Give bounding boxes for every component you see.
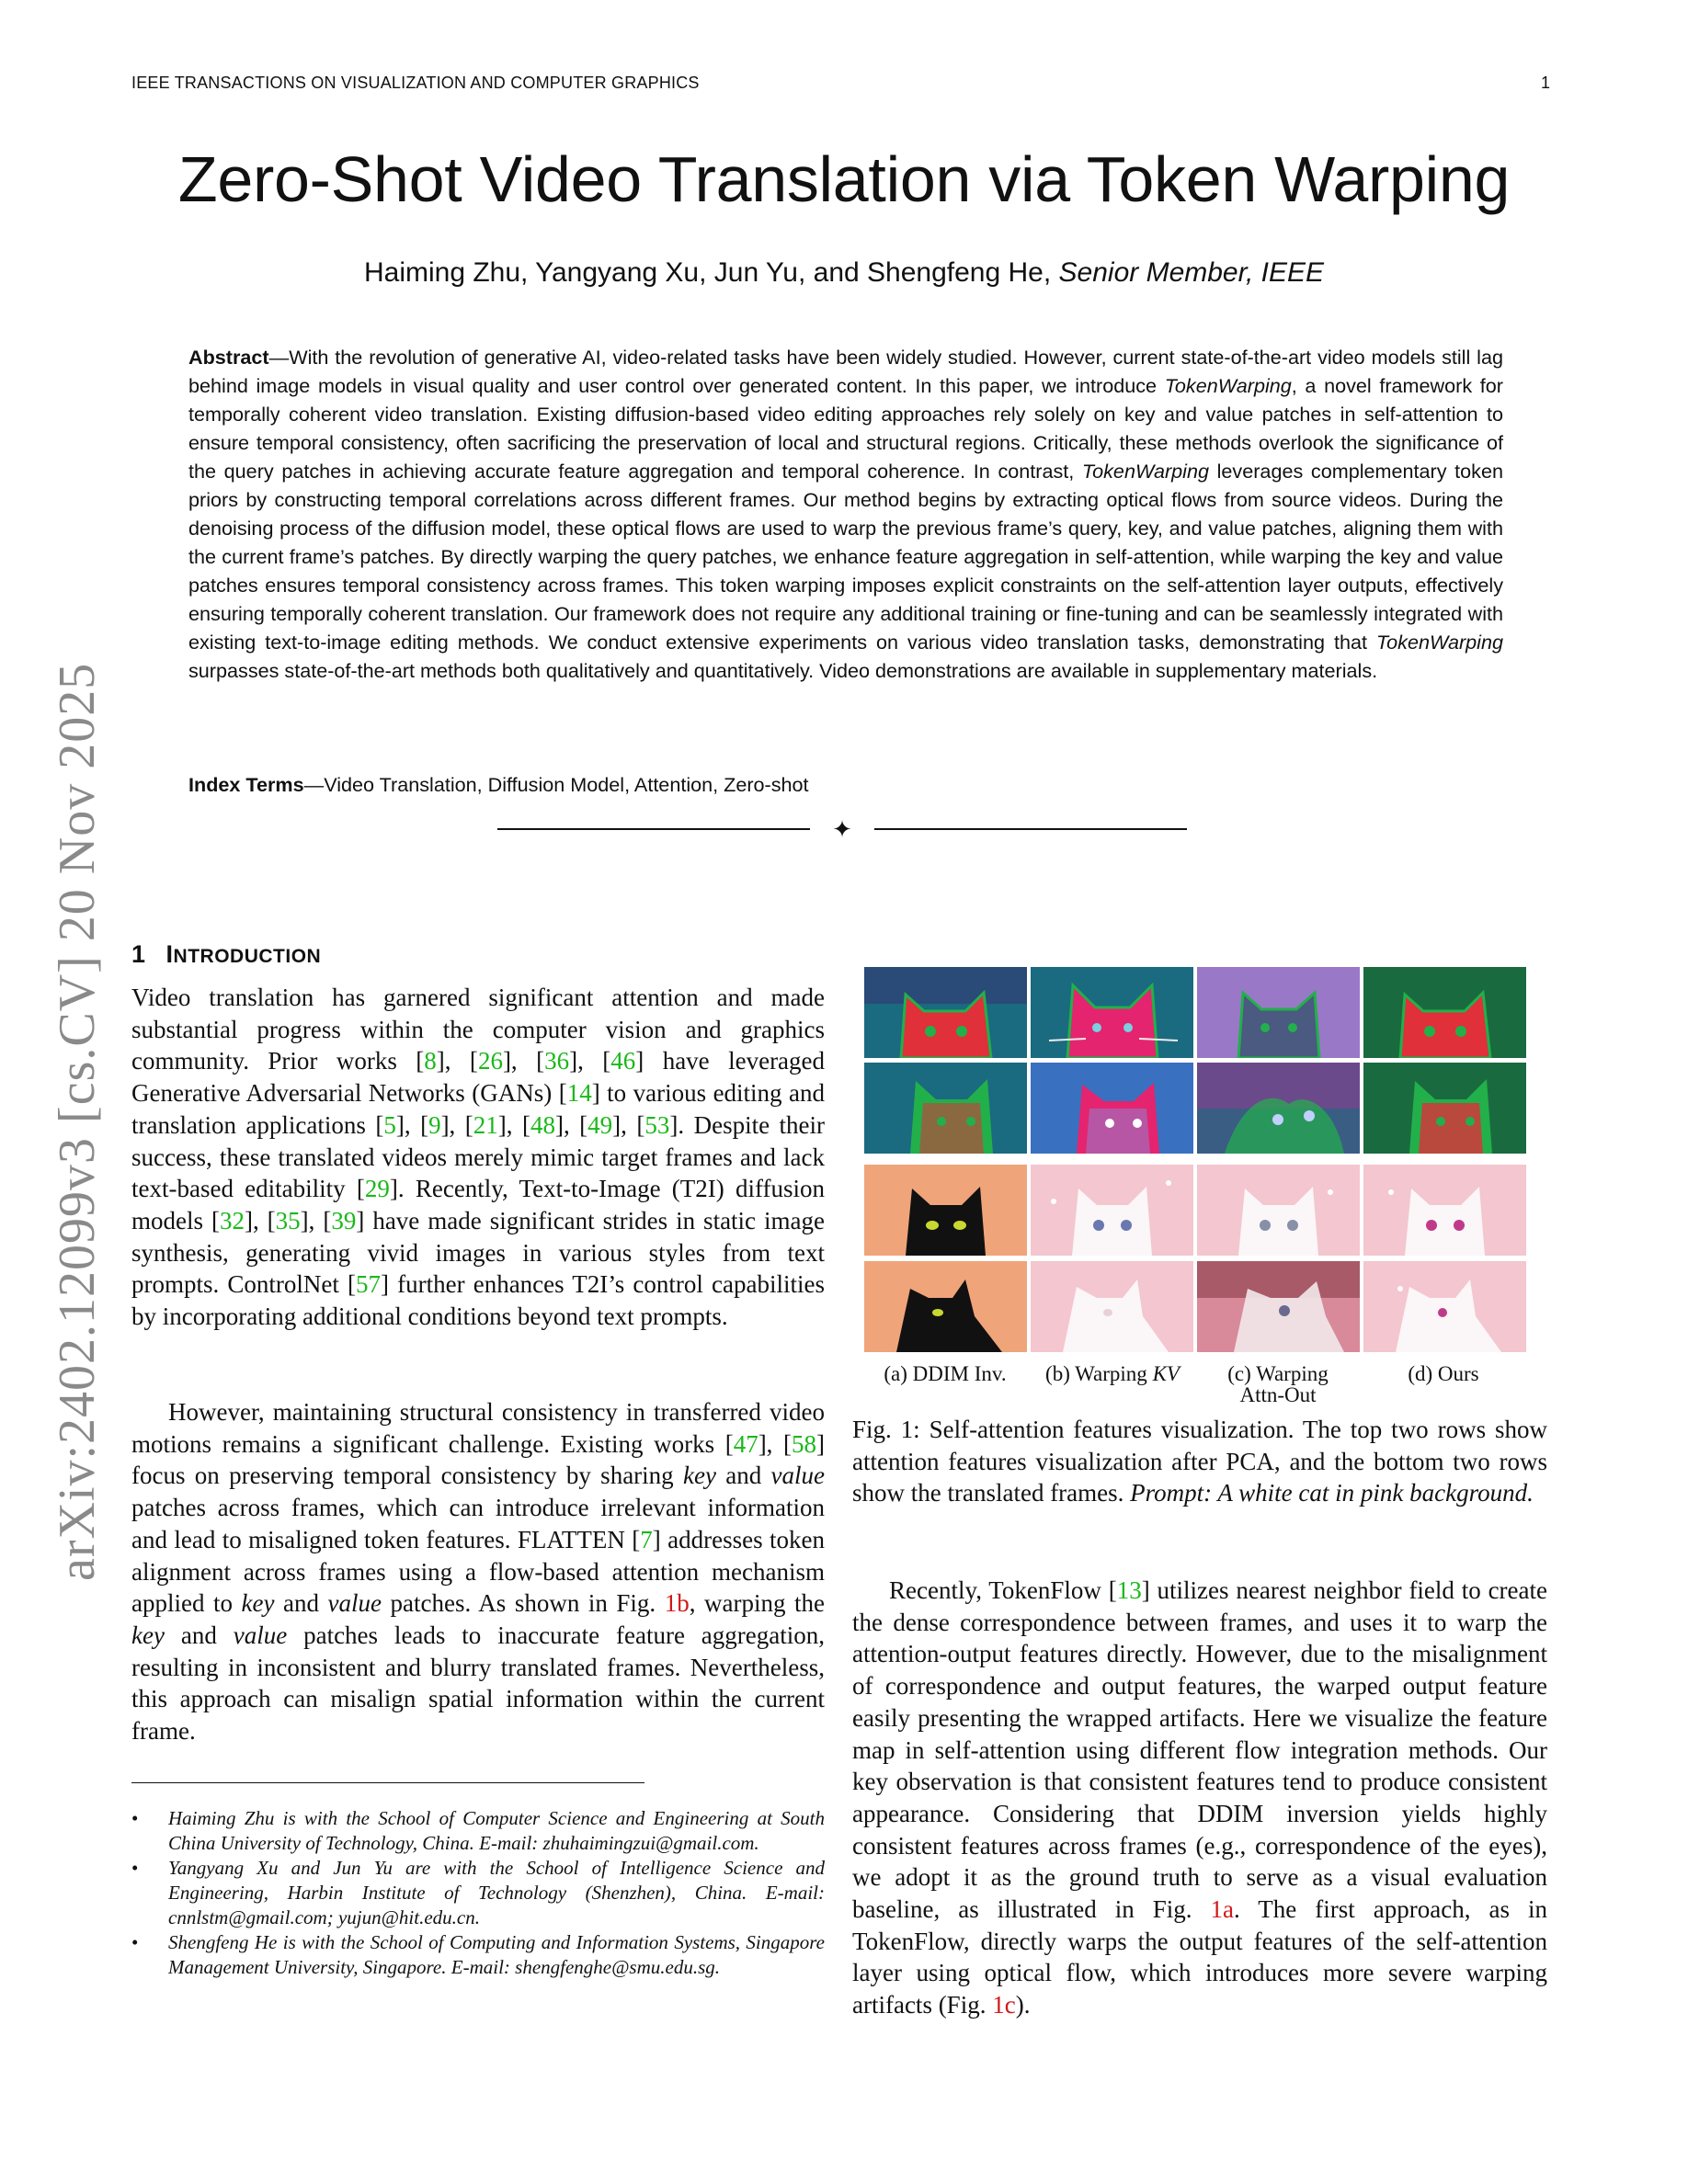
arxiv-watermark: arXiv:2402.12099v3 [cs.CV] 20 Nov 2025 xyxy=(49,662,106,1581)
affiliation-footnotes xyxy=(131,1806,825,1980)
page-number: 1 xyxy=(1541,74,1551,92)
citation-link[interactable]: 48 xyxy=(530,1110,555,1139)
method-name: TokenWarping xyxy=(1164,374,1292,397)
footnote-item: • Yangyang Xu and Jun Yu are with the School of Intelligence Science and Engineering, Harbin Institute of Technology (Shenzhen), China. E-mail: cnnlstm@gmail.com; yujun@hit.edu.cn. xyxy=(131,1856,825,1930)
feature-map-ddim-frame2 xyxy=(864,1063,1027,1154)
footnote-rule xyxy=(131,1782,644,1783)
frame-warpkv-1 xyxy=(1031,1165,1193,1256)
frame-ddim-source-2 xyxy=(864,1261,1027,1352)
citation-link[interactable]: 57 xyxy=(356,1270,381,1299)
figure-subcaptions xyxy=(864,1363,1545,1409)
feature-map-ours-frame2 xyxy=(1363,1063,1526,1154)
frame-ours-2 xyxy=(1363,1261,1526,1352)
method-name: TokenWarping xyxy=(1375,631,1503,654)
feature-map-ours-frame1 xyxy=(1363,967,1526,1058)
citation-link[interactable]: 8 xyxy=(424,1047,437,1075)
method-name: TokenWarping xyxy=(1081,460,1209,483)
feature-map-ddim-frame1 xyxy=(864,967,1027,1058)
journal-header: IEEE TRANSACTIONS ON VISUALIZATION AND COMPUTER GRAPHICS xyxy=(131,74,700,92)
intro-paragraph-3: Recently, TokenFlow [13] utilizes nearest neighbor field to create the dense correspondence between frames, and uses it to warp the attention-output features directly. However, due to the misalignment of correspondence and output features, the warped output feature easily presenting the wrapped artifacts. Here we visualize the feature map in self-attention using different flow integration methods. Our key observation is that consistent features tend to produce consistent appearance. Considering that DDIM inversion yields highly consistent features across frames (e.g., correspondence of the eyes), we adopt it as the ground truth to serve as a visual evaluation baseline, as illustrated in Fig. 1a. The first approach, as in TokenFlow, directly warps the output features of the self-attention layer using optical flow, which introduces more severe warping artifacts (Fig. 1c). xyxy=(852,1576,1548,2019)
intro-paragraph-1: Video translation has garnered significant attention and made substantial progress within the computer vision and graphics community. Prior works [8], [26], [36], [46] have leveraged Generative Adversarial Networks (GANs) [14] to various editing and translation applications [5], [9], [21], [48], [49], [53]. Despite their success, these translated videos merely mimic target frames and lack text-based editability [29]. Recently, Text-to-Image (T2I) diffusion models [32], [35], [39] have made significant strides in static image synthesis, generating vivid images in various styles from text prompts. ControlNet [57] further enhances T2I’s control capabilities by incorporating additional conditions beyond text prompts. xyxy=(131,984,826,1331)
intro-paragraph-2: However, maintaining structural consistency in transferred video motions remains a significant challenge. Existing works [47], [58] focus on preserving temporal consistency by sharing key and value patches across frames, which can introduce irrelevant information and lead to misaligned token features. FLATTEN [7] addresses token alignment across frames using a flow-based attention mechanism applied to key and value patches. As shown in Fig. 1b, warping the key and value patches leads to inaccurate feature aggregation, resulting in inconsistent and blurry translated frames. Nevertheless, this approach can misalign spatial information within the current frame. xyxy=(131,1398,826,1746)
citation-link[interactable]: 46 xyxy=(610,1047,636,1075)
citation-link[interactable]: 39 xyxy=(331,1206,357,1234)
divider-diamond-icon: ✦ xyxy=(832,815,852,843)
figure-image-grid xyxy=(864,967,1545,1357)
frame-ours-1 xyxy=(1363,1165,1526,1256)
citation-link[interactable]: 35 xyxy=(275,1206,301,1234)
abstract-text: —With the revolution of generative AI, video-related tasks have been widely studied. However, current state-of-the-art video models still lag behind image models in visual quality and user control over generated content. In this paper, we introduce xyxy=(188,346,1503,397)
citation-link[interactable]: 36 xyxy=(544,1047,570,1075)
frame-warpattn-1 xyxy=(1197,1165,1360,1256)
figure-caption: Fig. 1: Self-attention features visualization. The top two rows show attention features visualization after PCA, and the bottom two rows show the translated frames. Prompt: A white cat in pink background. xyxy=(852,1416,1547,1507)
citation-link[interactable]: 13 xyxy=(1116,1576,1142,1604)
citation-link[interactable]: 47 xyxy=(733,1429,758,1458)
section-heading xyxy=(131,940,321,969)
frame-ddim-source-1 xyxy=(864,1165,1027,1256)
abstract-text: , a novel framework for temporally coherent video translation. Existing diffusion-based video editing approaches rely solely on key and value patches in self-attention to ensure temporal consistency, often sacrificing the preservation of local and structural regions. Critically, these methods overlook the significance of the query patches in achieving accurate feature aggregation and temporal coherence. In contrast, xyxy=(188,374,1503,483)
author-membership: Senior Member, IEEE xyxy=(1058,257,1324,288)
citation-link[interactable]: 29 xyxy=(364,1175,390,1203)
section-divider xyxy=(497,815,1187,843)
citation-link[interactable]: 7 xyxy=(640,1525,653,1553)
citation-link[interactable]: 14 xyxy=(566,1079,592,1108)
abstract xyxy=(188,343,1503,685)
feature-map-warpkv-frame2 xyxy=(1031,1063,1193,1154)
frame-warpkv-2 xyxy=(1031,1261,1193,1352)
footnote-item: • Haiming Zhu is with the School of Computer Science and Engineering at South China University of Technology, China. E-mail: zhuhaimingzui@gmail.com. xyxy=(131,1806,825,1856)
feature-map-warpattn-frame1 xyxy=(1197,967,1360,1058)
section-title-initial: I xyxy=(165,940,174,968)
figure-ref-link[interactable]: 1b xyxy=(664,1589,690,1618)
index-terms xyxy=(188,770,1503,799)
section-number: 1 xyxy=(131,940,146,968)
feature-map-warpattn-frame2 xyxy=(1197,1063,1360,1154)
subcaption-c: (c) Warping Attn-Out xyxy=(1227,1362,1329,1406)
citation-link[interactable]: 5 xyxy=(383,1110,396,1139)
citation-link[interactable]: 58 xyxy=(792,1429,816,1458)
figure-ref-link[interactable]: 1a xyxy=(1210,1895,1235,1924)
citation-link[interactable]: 32 xyxy=(219,1206,245,1234)
divider-line-left xyxy=(497,828,810,830)
citation-link[interactable]: 9 xyxy=(428,1110,441,1139)
footnote-item: • Shengfeng He is with the School of Computing and Information Systems, Singapore Management University, Singapore. E-mail: shengfenghe@smu.edu.sg. xyxy=(131,1930,825,1980)
subcaption-d: (d) Ours xyxy=(1408,1362,1479,1385)
abstract-label: Abstract xyxy=(188,346,269,369)
section-title-rest: NTRODUCTION xyxy=(173,946,322,967)
frame-warpattn-2 xyxy=(1197,1261,1360,1352)
subcaption-b: (b) Warping KV xyxy=(1045,1362,1180,1385)
subcaption-a: (a) DDIM Inv. xyxy=(884,1362,1007,1385)
divider-line-right xyxy=(874,828,1187,830)
index-terms-text: —Video Translation, Diffusion Model, Attention, Zero-shot xyxy=(303,773,809,796)
citation-link[interactable]: 26 xyxy=(477,1047,503,1075)
figure-1 xyxy=(864,967,1545,1357)
citation-link[interactable]: 49 xyxy=(587,1110,613,1139)
index-terms-label: Index Terms xyxy=(188,773,304,796)
paper-title: Zero-Shot Video Translation via Token Warping xyxy=(177,143,1511,215)
feature-map-warpkv-frame1 xyxy=(1031,967,1193,1058)
abstract-text: leverages complementary token priors by constructing temporal correlations across different frames. Our method begins by extracting optical flows from source videos. During the denoising process of the diffusion model, these optical flows are used to warp the previous frame’s query, key, and value patches, aligning them with the current frame’s patches. By directly warping the query patches, we enhance feature aggregation in self-attention, while warping the key and value patches ensures temporal consistency across frames. This token warping imposes explicit constraints on the self-attention layer outputs, effectively ensuring temporally coherent translation. Our framework does not require any additional training or fine-tuning and can be seamlessly integrated with existing text-to-image editing methods. We conduct extensive experiments on various video translation tasks, demonstrating that xyxy=(188,460,1503,654)
figure-ref-link[interactable]: 1c xyxy=(992,1991,1016,2019)
abstract-text: surpasses state-of-the-art methods both qualitatively and quantitatively. Video demonstrations are available in supplementary materials. xyxy=(188,659,1378,682)
citation-link[interactable]: 53 xyxy=(644,1110,670,1139)
citation-link[interactable]: 21 xyxy=(473,1110,498,1139)
author-names: Haiming Zhu, Yangyang Xu, Jun Yu, and Shengfeng He, xyxy=(363,257,1059,288)
author-list xyxy=(0,257,1688,289)
